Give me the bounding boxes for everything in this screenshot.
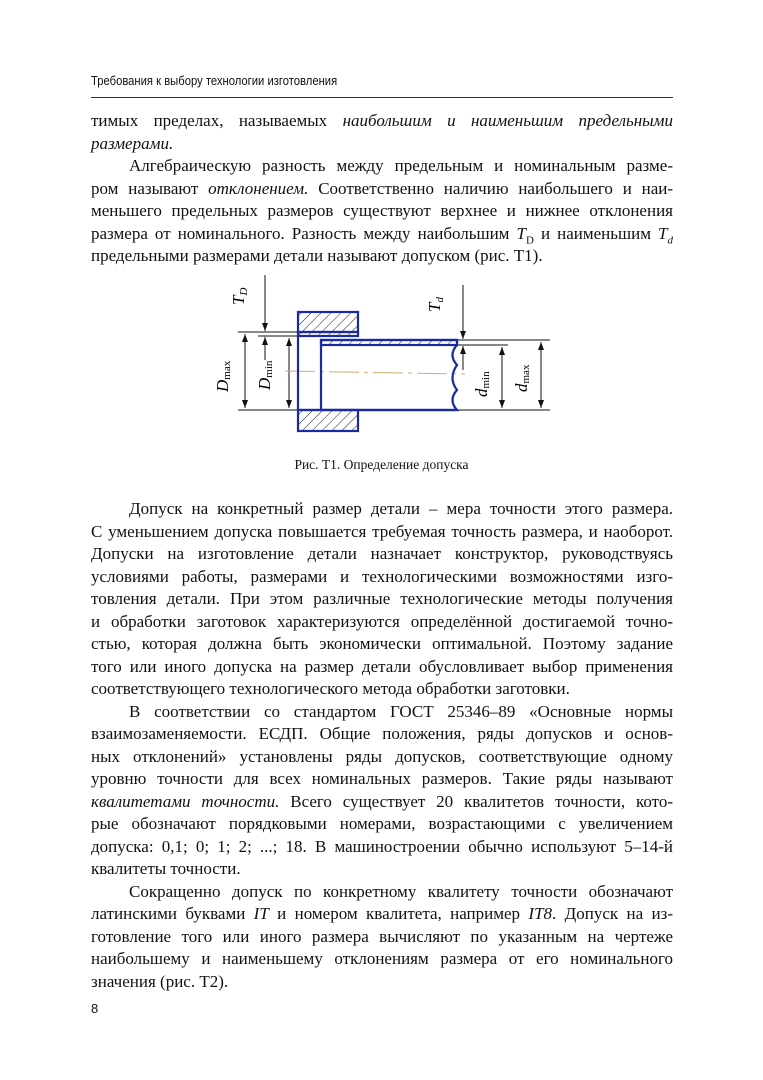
text-line: товления детали. При этом различные технологические методы получения xyxy=(91,589,673,608)
subscript: d xyxy=(667,233,673,246)
italic-term: квалитетами точности. xyxy=(91,791,280,811)
tolerance-figure xyxy=(0,0,763,460)
symbol: T xyxy=(658,223,668,243)
text-line: рые обозначают порядковыми номерами, возрастающими с увеличением xyxy=(91,814,673,833)
text-line: соответствующего технологического метода обработки заготовки. xyxy=(91,679,570,698)
label-Dmax: Dmax xyxy=(213,360,233,392)
label-dmax: dmax xyxy=(512,364,532,392)
text-line: допуска: 0,1; 0; 1; 2; ...; 18. В машиностроении обычно используют 5–14-й xyxy=(91,836,673,856)
text-line: и обработки заготовок характеризуются определённой достигаемой точно- xyxy=(91,611,673,631)
subscript: D xyxy=(525,233,534,246)
label-Dmin: Dmin xyxy=(255,360,275,390)
text-line: ных отклонений» установлены ряды допусков, соответствующие одному xyxy=(91,746,673,766)
text-line: В соответствии со стандартом ГОСТ 25346–89 «Основные нормы xyxy=(129,701,673,721)
text: и номером квалитета, например xyxy=(268,904,529,923)
running-header: Требования к выбору технологии изготовления xyxy=(91,74,338,88)
text: латинскими буквами xyxy=(91,904,254,923)
text: и наименьшим xyxy=(533,223,659,243)
figure-caption: Рис. Т1. Определение допуска xyxy=(294,457,469,472)
text-line: С уменьшением допуска повышается требуемая точность размера, и наоборот. xyxy=(91,521,673,541)
italic-term: наибольшим и наименьшим предельными xyxy=(342,111,674,130)
text-line: условиями работы, размерами и технологическими возможностями изго- xyxy=(91,566,673,586)
label-Td: Td xyxy=(425,297,446,312)
text: Всего существует 20 квалитетов точности, кото- xyxy=(279,791,673,811)
text: тимых пределах, называемых xyxy=(91,111,343,130)
text-line: того или иного допуска на размер детали обусловливает выбор применения xyxy=(91,656,673,676)
text: . Допуск на из- xyxy=(552,904,673,923)
paragraph-2-line: Алгебраическую разность между предельным и номинальным разме- xyxy=(129,156,673,175)
symbol: T xyxy=(516,223,526,243)
text: ром называют xyxy=(91,178,209,198)
symbol: IT xyxy=(253,904,269,923)
text-line: уровню точности для всех номинальных размеров. Такие ряды называют xyxy=(91,769,673,788)
text-line: Допуск на конкретный размер детали – мера точности этого размера. xyxy=(129,499,673,518)
text-line: стью, которая должна быть экономически оптимальной. Поэтому задание xyxy=(91,634,673,653)
page-number: 8 xyxy=(91,1001,99,1016)
paragraph-2-line: предельными размерами детали называют допуском (рис. Т1). xyxy=(91,246,543,265)
text-line: квалитеты точности. xyxy=(91,859,241,878)
text-line: наибольшему и наименьшему отклонениям размера от его номинального xyxy=(91,949,673,968)
label-dmin: dmin xyxy=(472,371,492,397)
italic-term: размерами. xyxy=(91,133,174,153)
text: Соответственно наличию наибольшего и наи- xyxy=(308,178,674,198)
italic-term: отклонением. xyxy=(208,178,309,198)
text-line: взаимозаменяемости. ЕСДП. Общие положения, ряды допусков и основ- xyxy=(91,724,673,743)
text-line: Сокращенно допуск по конкретному квалитету точности обозначают xyxy=(129,881,673,901)
text-line: значения (рис. Т2). xyxy=(91,971,229,991)
paragraph-2-line: меньшего предельных размеров существуют верхнее и нижнее отклонения xyxy=(91,201,673,220)
symbol: IT8 xyxy=(528,904,553,923)
paragraph-3 xyxy=(91,498,673,993)
text: размера от номинального. Разность между наибольшим xyxy=(91,223,517,243)
text-line: готовление того или иного размера вычисляют по указанным на чертеже xyxy=(91,926,673,946)
label-TD: TD xyxy=(229,287,250,305)
text-line: Допуски на изготовление детали назначает конструктор, руководствуясь xyxy=(91,544,673,563)
